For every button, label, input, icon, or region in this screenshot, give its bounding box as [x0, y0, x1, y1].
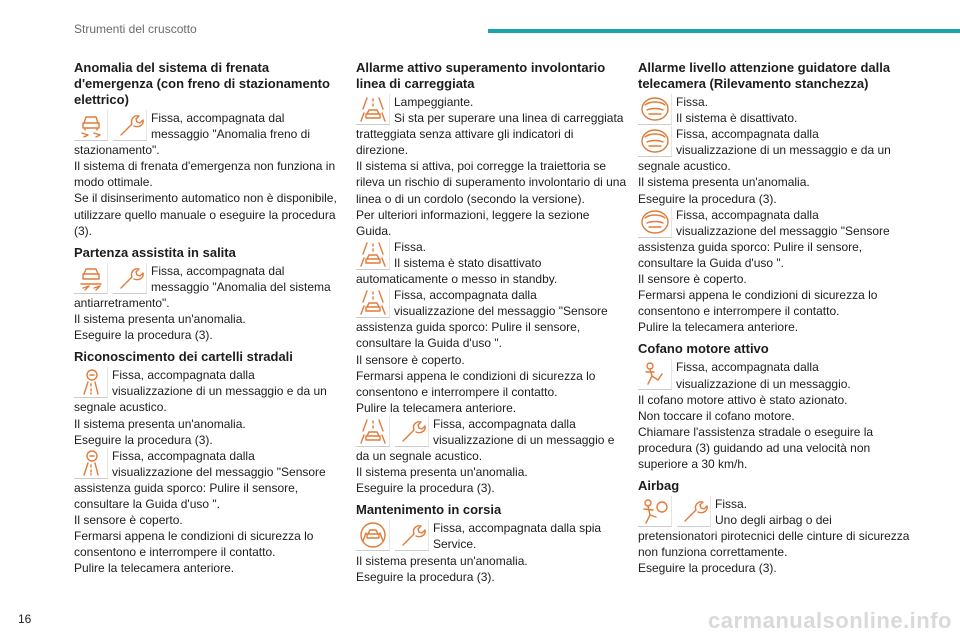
section [356, 60, 628, 496]
entry-text: Il sistema presenta un'anomalia. [356, 465, 528, 480]
entry-text: Si sta per superare una linea di carreggiata tratteggiata senza attivare gli indicatori di direzione. [356, 111, 624, 158]
entry-status: Fissa, accompagnata dalla [394, 288, 537, 303]
entry-text: Pulire la telecamera anteriore. [356, 400, 517, 415]
wrench-icon [395, 416, 429, 447]
icon-group [356, 416, 429, 447]
hill-start-icon [74, 263, 108, 294]
entry-text: Fermarsi appena le condizioni di sicurezza lo consentono e interrompere il contatto. [638, 288, 878, 319]
icon-group [356, 94, 390, 125]
entry-text: visualizzazione di un messaggio e da un segnale acustico. [356, 432, 615, 464]
entry-status: Fissa, accompagnata dalla [112, 368, 255, 383]
entry-text: Se il disinserimento automatico non è disponibile, utilizzare quello manuale o eseguire la procedura (3). [74, 191, 337, 238]
entry-text: Eseguire la procedura (3). [74, 432, 213, 447]
driver-attention-icon [638, 207, 672, 238]
entry-status: Fissa, accompagnata dal [151, 263, 285, 278]
wrench-icon [677, 496, 711, 527]
wrench-icon [113, 110, 147, 141]
section-title: Anomalia del sistema di frenata d'emergenza (con freno di stazionamento elettrico) [74, 60, 330, 107]
entry-status: Fissa, accompagnata dalla [112, 448, 255, 463]
icon-group [74, 448, 108, 479]
entry-text: Fermarsi appena le condizioni di sicurezza lo consentono e interrompere il contatto. [74, 529, 314, 560]
brake-warning-icon [74, 110, 108, 141]
entry-text: Il sensore è coperto. [74, 513, 183, 528]
entry-text: Uno degli airbag o dei pretensionatori pirotecnici delle cinture di sicurezza non funziona correttamente. [638, 513, 910, 560]
entry-text: messaggio "Anomalia del sistema antiarretramento". [74, 279, 331, 310]
entry-text: Eseguire la procedura (3). [356, 481, 495, 496]
airbag-icon [638, 496, 672, 527]
warning-entry [74, 263, 346, 343]
section [74, 349, 346, 576]
section-title: Cofano motore attivo [638, 341, 769, 357]
section-header-title: Strumenti del cruscotto [74, 22, 197, 36]
warning-entry [74, 367, 346, 447]
entry-text: Chiamare l'assistenza stradale o eseguire la procedura (3) guidando ad una velocità non superiore a 30 km/h. [638, 424, 874, 471]
entry-status: Fissa, accompagnata dalla [676, 127, 819, 142]
icon-group [638, 207, 672, 238]
driver-attention-icon [638, 126, 672, 157]
warning-entry [356, 416, 628, 496]
icon-group [74, 263, 147, 294]
section-title: Riconoscimento dei cartelli stradali [74, 349, 293, 365]
warning-entry [638, 359, 910, 472]
entry-text: Il sistema presenta un'anomalia. [74, 312, 246, 327]
section-title: Allarme attivo superamento involontario linea di carreggiata [356, 60, 606, 91]
entry-text: Eseguire la procedura (3). [74, 328, 213, 343]
wrench-icon [113, 263, 147, 294]
entry-text: Il sistema presenta un'anomalia. [74, 416, 246, 431]
warning-entry [638, 126, 910, 206]
entry-text: Il sistema di frenata d'emergenza non funziona in modo ottimale. [74, 159, 336, 190]
section [638, 341, 910, 472]
entry-status: Fissa, accompagnata dal [151, 111, 285, 125]
warning-entry [356, 239, 628, 287]
entry-text: visualizzazione di un messaggio. [676, 376, 851, 391]
entry-status: Fissa, accompagnata dalla spia [433, 521, 602, 536]
section-title: Allarme livello attenzione guidatore dalla telecamera (Rilevamento stanchezza) [638, 60, 891, 91]
icon-group [638, 94, 672, 125]
entry-text: Non toccare il cofano motore. [638, 408, 795, 423]
column-3 [638, 60, 910, 583]
icon-group [638, 496, 711, 527]
sign-recognition-icon [74, 367, 108, 398]
entry-text: Per ulteriori informazioni, leggere la sezione Guida. [356, 207, 590, 238]
column-2 [356, 60, 628, 591]
entry-text: Il sensore è coperto. [638, 272, 747, 287]
entry-status: Fissa, accompagnata dalla [433, 416, 576, 431]
entry-status: Fissa, accompagnata dalla [676, 360, 819, 375]
entry-status: Fissa. [676, 95, 709, 109]
icon-group [74, 110, 147, 141]
entry-text: Il sistema presenta un'anomalia. [356, 553, 528, 568]
section [638, 60, 910, 335]
wrench-icon [395, 520, 429, 551]
entry-text: visualizzazione di un messaggio e da un segnale acustico. [74, 384, 327, 415]
warning-entry [356, 520, 628, 584]
warning-entry [638, 496, 910, 576]
entry-text: Il sensore è coperto. [356, 352, 465, 367]
section-title: Airbag [638, 478, 680, 494]
section [356, 502, 628, 584]
warning-entry [638, 94, 910, 126]
icon-group [638, 359, 672, 390]
driver-attention-icon [638, 94, 672, 125]
lane-departure-icon [356, 239, 390, 270]
warning-entry [356, 94, 628, 239]
lane-departure-icon [356, 94, 390, 125]
warning-entry [638, 207, 910, 336]
entry-text: Il sistema si attiva, poi corregge la traiettoria se rileva un rischio di superamento involontario di una linea o di un cordolo (secondo la versione). [356, 159, 627, 206]
entry-text: Eseguire la procedura (3). [638, 561, 777, 576]
section [74, 60, 346, 239]
warning-entry [74, 110, 346, 239]
entry-status: Lampeggiante. [394, 95, 474, 109]
entry-text: Service. [433, 537, 477, 552]
entry-text: Il cofano motore attivo è stato azionato. [638, 392, 848, 407]
icon-group [356, 520, 429, 551]
entry-text: visualizzazione del messaggio "Sensore assistenza guida sporco: Pulire il sensore, consultare la Guida d'uso ". [356, 304, 608, 351]
active-bonnet-icon [638, 359, 672, 390]
entry-text: visualizzazione del messaggio "Sensore assistenza guida sporco: Pulire il sensore, consultare la Guida d'uso ". [74, 464, 326, 511]
lane-keeping-icon [356, 520, 390, 551]
column-1 [74, 60, 346, 582]
section-title: Mantenimento in corsia [356, 502, 502, 518]
entry-status: Fissa. [394, 239, 427, 254]
entry-text: messaggio "Anomalia freno di stazionamento". [74, 127, 311, 158]
entry-text: visualizzazione di un messaggio e da un segnale acustico. [638, 143, 891, 174]
entry-status: Fissa. [715, 497, 748, 512]
page-number: 16 [18, 612, 32, 626]
sign-recognition-icon [74, 448, 108, 479]
icon-group [356, 287, 390, 318]
section-title: Partenza assistita in salita [74, 244, 236, 260]
entry-text: Eseguire la procedura (3). [638, 191, 777, 206]
entry-text: Pulire la telecamera anteriore. [74, 561, 235, 576]
entry-text: visualizzazione del messaggio "Sensore assistenza guida sporco: Pulire il sensore, consultare la Guida d'uso ". [638, 223, 890, 270]
icon-group [356, 239, 390, 270]
entry-text: Il sistema presenta un'anomalia. [638, 175, 810, 190]
lane-departure-icon [356, 287, 390, 318]
entry-text: Il sistema è stato disattivato automaticamente o messo in standby. [356, 255, 558, 287]
section [638, 478, 910, 576]
icon-group [638, 126, 672, 157]
watermark: carmanualsonline.info [708, 608, 952, 633]
section [74, 245, 346, 343]
entry-text: Fermarsi appena le condizioni di sicurezza lo consentono e interrompere il contatto. [356, 368, 596, 399]
entry-status: Fissa, accompagnata dalla [676, 207, 819, 222]
header-accent-bar [488, 29, 960, 33]
icon-group [74, 367, 108, 398]
entry-text: Eseguire la procedura (3). [356, 569, 495, 584]
lane-departure-icon [356, 416, 390, 447]
warning-entry [74, 448, 346, 577]
entry-text: Pulire la telecamera anteriore. [638, 320, 799, 335]
entry-text: Il sistema è disattivato. [676, 111, 798, 126]
warning-entry [356, 287, 628, 416]
